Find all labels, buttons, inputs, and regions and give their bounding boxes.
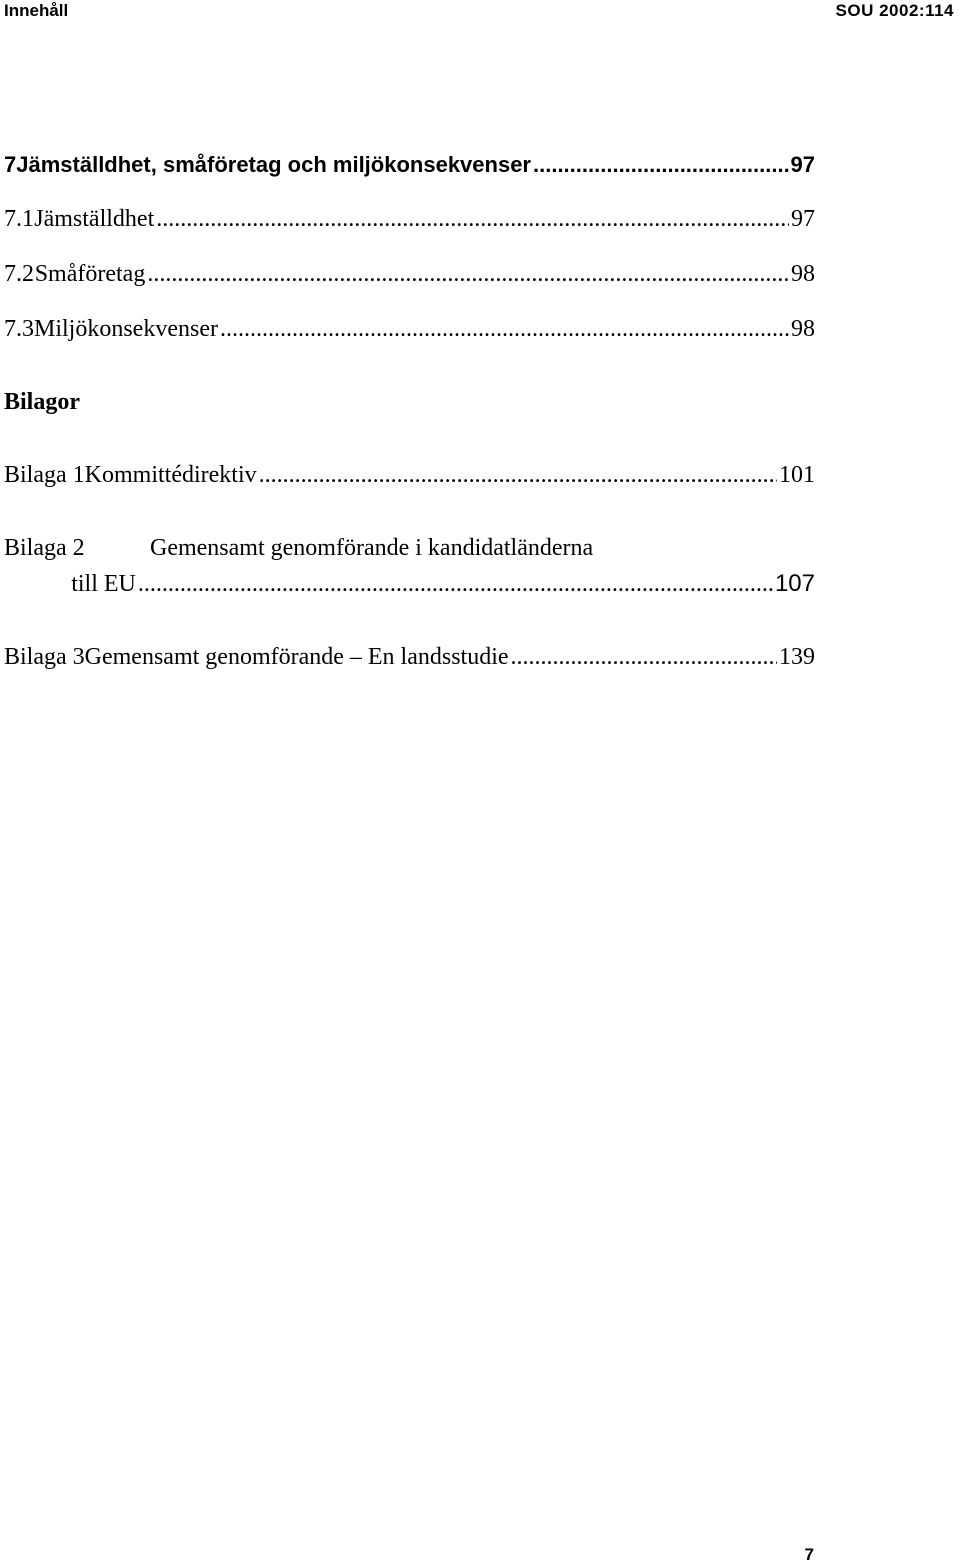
toc-appendix-entry[interactable]	[0, 644, 815, 671]
toc-section-entry[interactable]	[0, 316, 815, 343]
appendix-page-number: 139	[779, 644, 815, 670]
running-header-report-id: SOU 2002:114	[835, 1, 954, 20]
running-header-section: Innehåll	[4, 1, 69, 20]
section-page-number: 97	[791, 206, 815, 232]
appendix-title: Gemensamt genomförande i kandidatländerna	[150, 535, 594, 561]
toc-chapter-entry[interactable]	[0, 152, 815, 178]
section-number: 7.1	[4, 206, 34, 232]
section-number: 7.3	[4, 316, 34, 342]
toc-section-entry[interactable]	[0, 206, 815, 233]
dot-leader	[220, 316, 789, 343]
chapter-page-number: 97	[790, 152, 815, 177]
appendix-label: Bilaga 2	[4, 535, 85, 561]
dot-leader	[147, 261, 789, 288]
section-number: 7.2	[4, 261, 34, 287]
appendix-title: Gemensamt genomförande – En landsstudie	[84, 644, 509, 670]
toc-appendix-entry-second-line[interactable]	[0, 570, 815, 598]
toc-appendix-entry[interactable]	[0, 462, 815, 489]
toc-appendix-entry-first-line[interactable]	[0, 535, 815, 562]
section-title: Miljökonsekvenser	[34, 316, 218, 342]
appendix-label: Bilaga 3	[4, 644, 85, 670]
section-title: Småföretag	[34, 261, 146, 287]
appendix-label: Bilaga 1	[4, 462, 85, 488]
chapter-title: Jämställdhet, småföretag och miljökonsekvenser	[16, 152, 531, 177]
dot-leader	[533, 152, 789, 178]
appendix-page-number: 107	[774, 570, 815, 597]
dot-leader	[259, 462, 777, 489]
toc-section-entry[interactable]	[0, 261, 815, 288]
appendices-heading: Bilagor	[4, 389, 80, 415]
section-title: Jämställdhet	[34, 206, 155, 232]
appendix-title: Kommittédirektiv	[84, 462, 257, 488]
dot-leader	[511, 644, 777, 671]
appendix-page-number: 101	[779, 462, 815, 488]
page-number: 7	[804, 1545, 814, 1564]
dot-leader	[138, 571, 773, 598]
section-page-number: 98	[791, 261, 815, 287]
section-page-number: 98	[791, 316, 815, 342]
chapter-number: 7	[4, 152, 17, 177]
dot-leader	[156, 206, 789, 233]
appendix-title-continuation: till EU	[71, 571, 136, 597]
